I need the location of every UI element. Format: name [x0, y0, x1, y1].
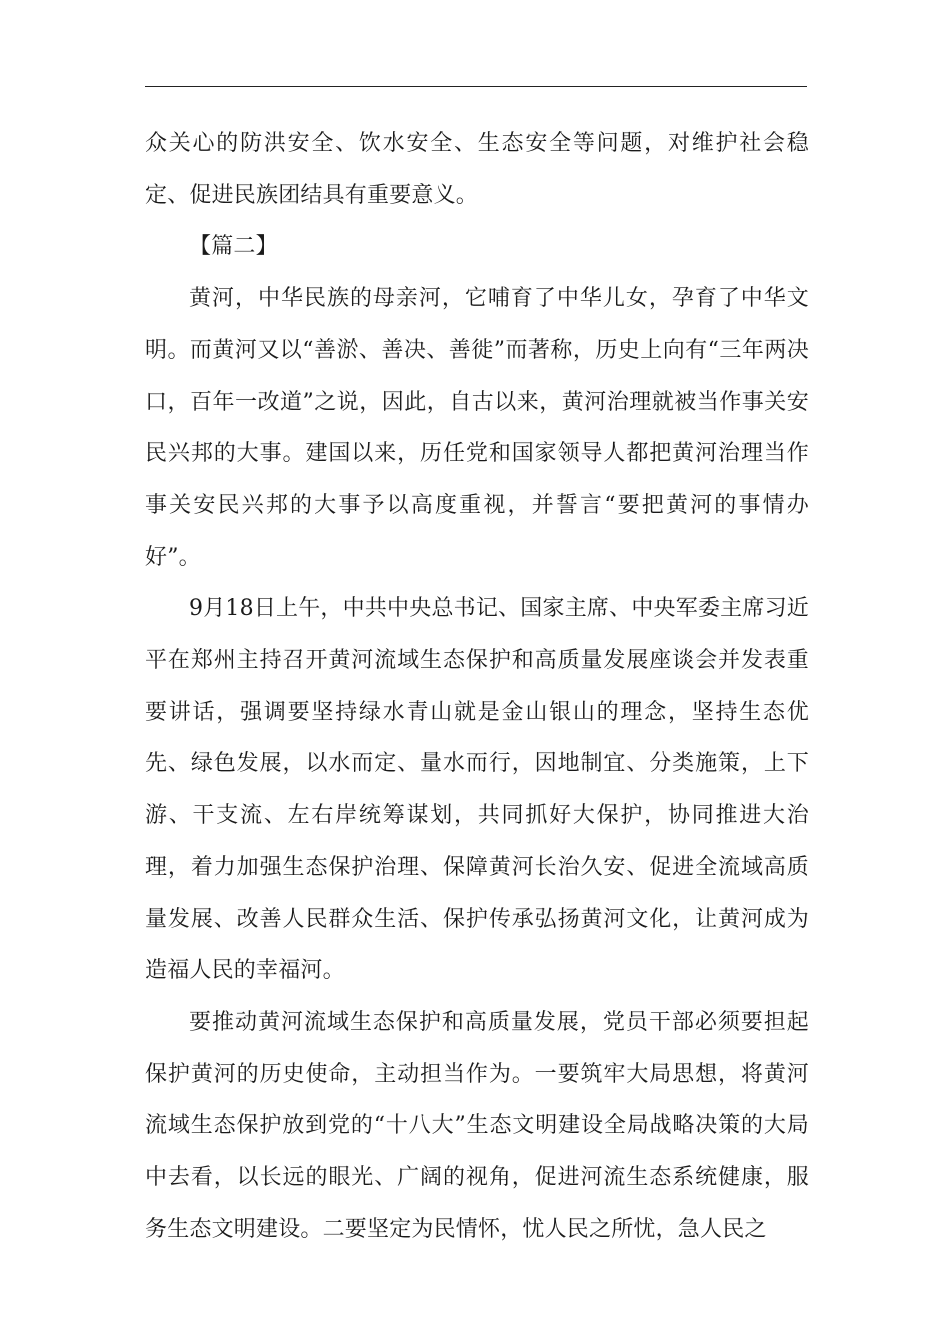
- section-title: 【篇二】: [189, 234, 278, 260]
- paragraph-continued: 众关心的防洪安全、饮水安全、生态安全等问题，对维护社会稳定、促进民族团结具有重要意义。: [145, 131, 809, 208]
- header-rule: [145, 86, 807, 87]
- paragraph-intro: 黄河，中华民族的母亲河，它哺育了中华儿女，孕育了中华文明。而黄河又以“善淤、善决、善徙”而著称，历史上向有“三年两决口，百年一改道”之说，因此，自古以来，黄河治理就被当作事关安民兴邦的大事。建国以来，历任党和国家领导人都把黄河治理当作事关安民兴邦的大事予以高度重视，并誓言“要把黄河的事情办好”。: [145, 286, 809, 570]
- paragraph-meeting: 9月18日上午，中共中央总书记、国家主席、中央军委主席习近平在郑州主持召开黄河流域生态保护和高质量发展座谈会并发表重要讲话，强调要坚持绿水青山就是金山银山的理念，坚持生态优先、绿色发展，以水而定、量水而行，因地制宜、分类施策，上下游、干支流、左右岸统筹谋划，共同抓好大保护，协同推进大治理，着力加强生态保护治理、保障黄河长治久安、促进全流域高质量发展、改善人民群众生活、保护传承弘扬黄河文化，让黄河成为造福人民的幸福河。: [145, 596, 809, 984]
- paragraph-cadres: 要推动黄河流域生态保护和高质量发展，党员干部必须要担起保护黄河的历史使命，主动担当作为。一要筑牢大局思想，将黄河流域生态保护放到党的“十八大”生态文明建设全局战略决策的大局中去看，以长远的眼光、广阔的视角，促进河流生态系统健康，服务生态文明建设。二要坚定为民情怀，忧人民之所忧，急人民之: [145, 1009, 809, 1242]
- document-body: [145, 118, 809, 1255]
